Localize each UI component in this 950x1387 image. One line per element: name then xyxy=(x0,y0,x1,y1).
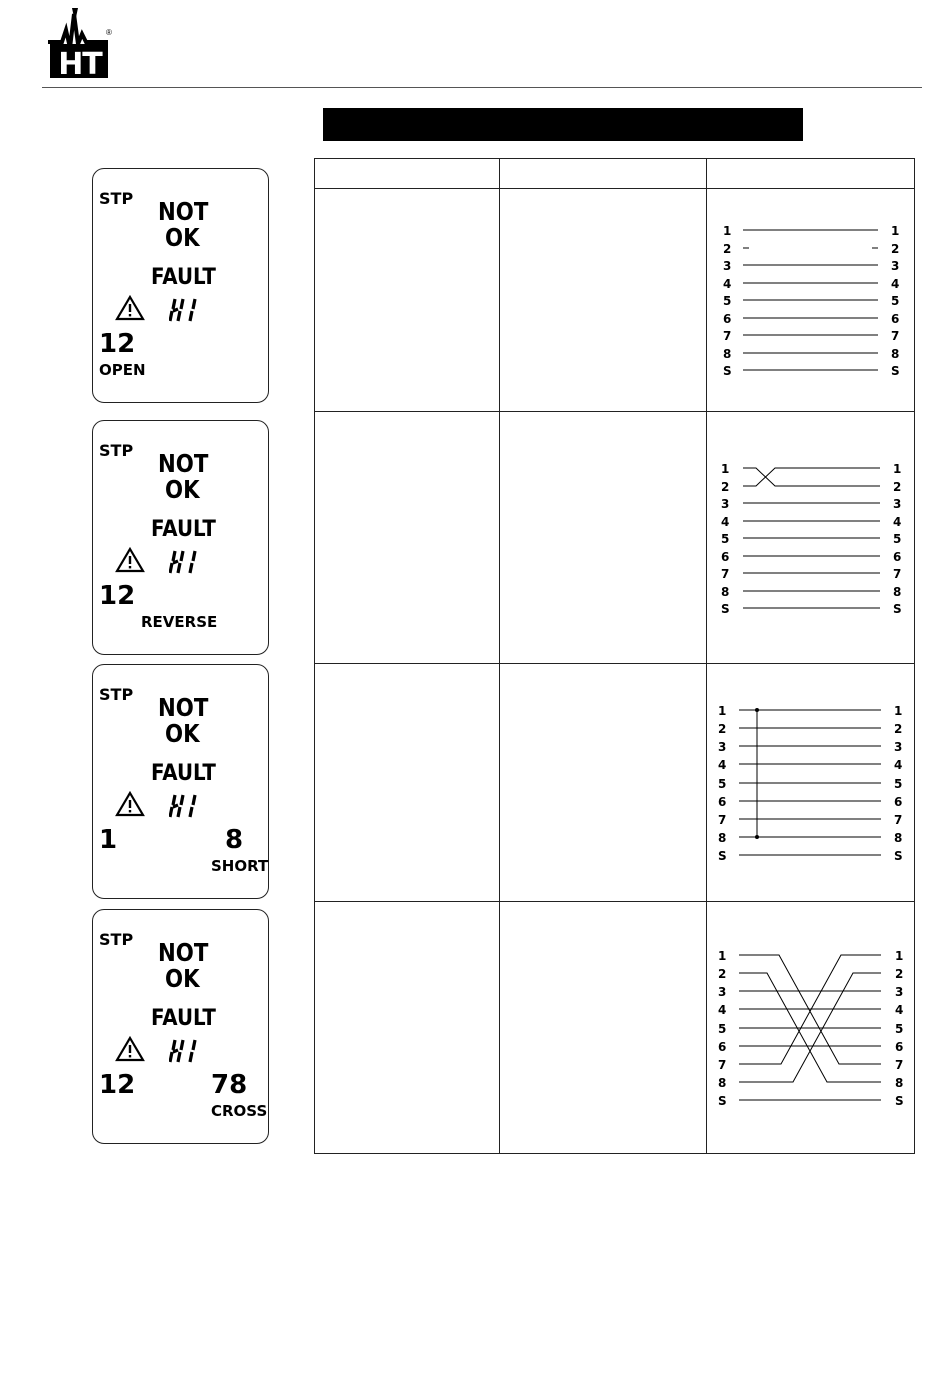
pin-label: 3 xyxy=(893,497,902,511)
table-border-bottom xyxy=(314,1153,915,1154)
pin-label: 3 xyxy=(723,259,732,273)
short-junction xyxy=(755,708,759,712)
pair-number-right: 78 xyxy=(211,1070,248,1100)
fault-message: CROSS xyxy=(211,1102,268,1120)
pin-label: 3 xyxy=(718,740,727,754)
status-ok: OK xyxy=(165,964,200,993)
mode-label: STP xyxy=(99,930,134,949)
pin-label: S xyxy=(891,364,900,378)
pin-label: 7 xyxy=(721,567,730,581)
status-not: NOT xyxy=(158,693,209,722)
warning-icon xyxy=(115,1036,145,1062)
pin-label: 1 xyxy=(723,224,732,238)
pin-label: 4 xyxy=(718,1003,727,1017)
mode-label: STP xyxy=(99,189,134,208)
warning-icon xyxy=(115,547,145,573)
wire-lines xyxy=(743,230,878,370)
table-border-left xyxy=(314,158,315,1154)
section-title-bar xyxy=(323,108,803,141)
pin-labels-left xyxy=(723,224,732,378)
warning-icon xyxy=(115,791,145,817)
pin-label: S xyxy=(718,1094,727,1107)
pin-label: 1 xyxy=(891,224,900,238)
pin-label: 7 xyxy=(718,1058,727,1072)
header-divider xyxy=(42,87,922,88)
pin-label: S xyxy=(894,849,903,862)
pin-label: 4 xyxy=(894,758,903,772)
wire-lines xyxy=(739,710,881,855)
pin-label: 3 xyxy=(891,259,900,273)
wire-lines xyxy=(743,468,880,608)
pin-label: 8 xyxy=(718,1076,727,1090)
ht-logo xyxy=(48,8,112,80)
pin-label: 1 xyxy=(718,704,727,718)
status-not: NOT xyxy=(158,197,209,226)
wiring-diagram-open xyxy=(711,222,911,380)
pin-label: 5 xyxy=(895,1022,904,1036)
pin-label: S xyxy=(718,849,727,862)
registered-mark: ® xyxy=(106,28,112,37)
wire-lines xyxy=(739,955,881,1100)
pin-labels-left xyxy=(721,462,730,616)
wiring-diagram-short xyxy=(711,702,911,862)
pin-label: 5 xyxy=(721,532,730,546)
pin-label: 3 xyxy=(895,985,904,999)
mode-label: STP xyxy=(99,685,134,704)
pin-label: 2 xyxy=(723,242,732,256)
pin-labels-right xyxy=(893,462,902,616)
pin-label: 1 xyxy=(721,462,730,476)
fault-label: FAULT xyxy=(151,1006,216,1031)
pin-label: 2 xyxy=(718,967,727,981)
pin-label: 7 xyxy=(894,813,903,827)
pin-labels-right xyxy=(891,224,900,378)
pin-label: 8 xyxy=(718,831,727,845)
table-border-right xyxy=(914,158,915,1154)
pin-label: 3 xyxy=(721,497,730,511)
pin-label: 2 xyxy=(894,722,903,736)
wiring-diagram-cross xyxy=(711,947,911,1107)
pair-number-left: 12 xyxy=(99,329,136,359)
pin-label: 5 xyxy=(894,777,903,791)
warning-icon xyxy=(115,295,145,321)
pair-number-left: 1 xyxy=(99,825,118,855)
pin-label: 4 xyxy=(721,515,730,529)
logo-text: HT xyxy=(58,47,102,82)
status-ok: OK xyxy=(165,719,200,748)
pin-label: 8 xyxy=(894,831,903,845)
segment-glyph-icon xyxy=(169,297,203,323)
pin-label: 2 xyxy=(721,480,730,494)
status-not: NOT xyxy=(158,449,209,478)
segment-glyph-icon xyxy=(169,549,203,575)
pin-label: 4 xyxy=(891,277,900,291)
pin-label: 7 xyxy=(718,813,727,827)
short-junction xyxy=(755,835,759,839)
status-ok: OK xyxy=(165,223,200,252)
pin-label: 5 xyxy=(891,294,900,308)
pair-number-left: 12 xyxy=(99,1070,136,1100)
pin-label: 1 xyxy=(718,949,727,963)
pin-label: 6 xyxy=(723,312,732,326)
fault-label: FAULT xyxy=(151,265,216,290)
pin-label: 5 xyxy=(723,294,732,308)
table-header-divider xyxy=(314,188,915,189)
pin-labels-left xyxy=(718,704,727,862)
pin-label: 6 xyxy=(894,795,903,809)
pin-label: 8 xyxy=(723,347,732,361)
pair-number-right: 8 xyxy=(225,825,244,855)
pin-label: 8 xyxy=(891,347,900,361)
pin-label: S xyxy=(893,602,902,616)
lcd-display-short xyxy=(92,664,269,899)
pin-label: 1 xyxy=(895,949,904,963)
pin-label: S xyxy=(723,364,732,378)
fault-message: REVERSE xyxy=(141,613,218,631)
segment-glyph-icon xyxy=(169,1038,203,1064)
pin-label: 5 xyxy=(893,532,902,546)
pin-label: 3 xyxy=(718,985,727,999)
pin-labels-left xyxy=(718,949,727,1107)
pin-label: 5 xyxy=(718,777,727,791)
pin-label: 8 xyxy=(721,585,730,599)
fault-label: FAULT xyxy=(151,761,216,786)
table-row-divider xyxy=(314,901,915,902)
pin-label: 5 xyxy=(718,1022,727,1036)
pin-label: 2 xyxy=(718,722,727,736)
pin-label: 6 xyxy=(895,1040,904,1054)
pin-label: 6 xyxy=(893,550,902,564)
table-border-top xyxy=(314,158,915,159)
pin-label: 2 xyxy=(891,242,900,256)
table-row-divider xyxy=(314,411,915,412)
pin-label: 1 xyxy=(893,462,902,476)
pin-label: 7 xyxy=(895,1058,904,1072)
status-ok: OK xyxy=(165,475,200,504)
pin-label: 4 xyxy=(895,1003,904,1017)
pin-label: 2 xyxy=(893,480,902,494)
pin-label: 6 xyxy=(891,312,900,326)
pin-label: S xyxy=(895,1094,904,1107)
fault-message: OPEN xyxy=(99,361,146,379)
fault-message: SHORT xyxy=(211,857,269,875)
pin-label: 4 xyxy=(723,277,732,291)
pair-number-left: 12 xyxy=(99,581,136,611)
status-not: NOT xyxy=(158,938,209,967)
lcd-display-cross xyxy=(92,909,269,1144)
wiring-diagram-reverse xyxy=(711,460,911,618)
pin-label: S xyxy=(721,602,730,616)
pin-label: 6 xyxy=(718,795,727,809)
pin-labels-right xyxy=(894,704,903,862)
pin-label: 4 xyxy=(718,758,727,772)
pin-label: 7 xyxy=(891,329,900,343)
pin-label: 7 xyxy=(723,329,732,343)
pin-label: 3 xyxy=(894,740,903,754)
pin-labels-right xyxy=(895,949,904,1107)
lcd-display-open xyxy=(92,168,269,403)
table-column-divider xyxy=(706,158,707,1154)
table-row-divider xyxy=(314,663,915,664)
segment-glyph-icon xyxy=(169,793,203,819)
pin-label: 1 xyxy=(894,704,903,718)
pin-label: 6 xyxy=(721,550,730,564)
pin-label: 6 xyxy=(718,1040,727,1054)
pin-label: 7 xyxy=(893,567,902,581)
lcd-display-reverse xyxy=(92,420,269,655)
pin-label: 4 xyxy=(893,515,902,529)
pin-label: 2 xyxy=(895,967,904,981)
pin-label: 8 xyxy=(895,1076,904,1090)
table-column-divider xyxy=(499,158,500,1154)
pin-label: 8 xyxy=(893,585,902,599)
mode-label: STP xyxy=(99,441,134,460)
fault-label: FAULT xyxy=(151,517,216,542)
